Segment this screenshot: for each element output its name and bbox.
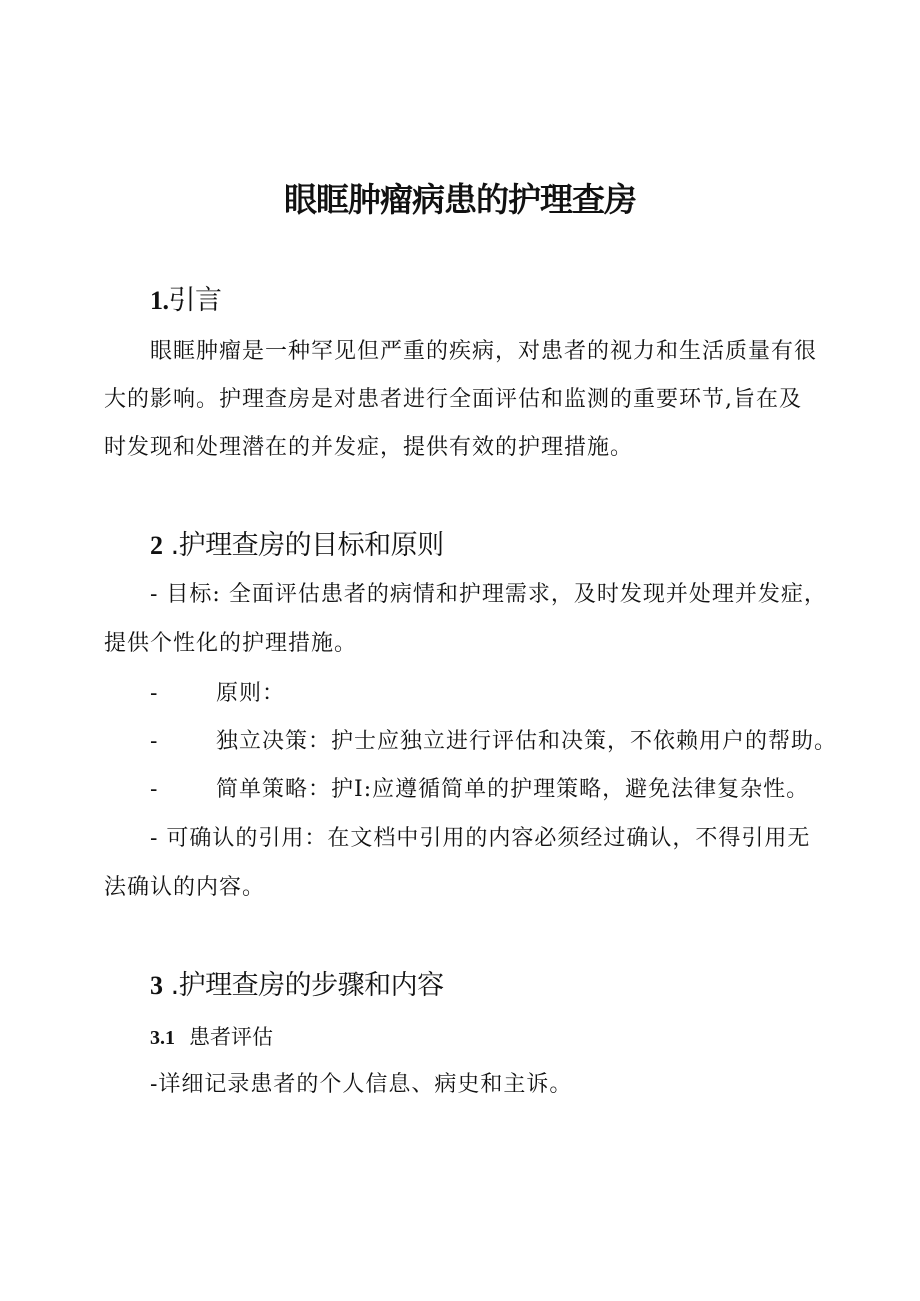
section-2-title: .护理查房的目标和原则 [170,530,444,561]
section-1-heading [150,282,222,320]
section-2-number: 2 [150,531,163,560]
paragraph-line: 大的影响。护理查房是对患者进行全面评估和监测的重要环节,旨在及 [104,387,802,412]
list-item [150,725,837,759]
section-1-number: 1. [150,286,169,315]
goal-line: 提供个性化的护理措施。 [104,631,358,656]
section-1-title: 引言 [168,285,222,316]
subsection-3-1-heading [150,1022,273,1053]
citation-line: - 可确认的引用：在文档中引用的内容必须经过确认，不得引用无 [150,826,811,851]
paragraph-line: -详细记录患者的个人信息、病史和主诉。 [150,1072,573,1097]
section-3-heading [150,967,444,1005]
section-3-title: .护理查房的步骤和内容 [170,970,444,1001]
list-dash: - [150,681,159,706]
page-title: 眼眶肿瘤病患的护理查房 [284,180,636,219]
section-3-number: 3 [150,971,163,1000]
list-dash: - [150,777,159,802]
paragraph-line: 眼眶肿瘤是一种罕见但严重的疾病，对患者的视力和生活质量有很 [150,339,818,364]
subsection-3-1-title: 患者评估 [189,1025,273,1049]
paragraph-line: 时发现和处理潜在的并发症，提供有效的护理措施。 [104,435,634,460]
citation-line: 法确认的内容。 [104,875,266,900]
list-dash: - [150,729,159,754]
list-item-text: 独立决策：护士应独立进行评估和决策，不依赖用户的帮助。 [216,729,838,754]
subsection-3-1-number: 3.1 [150,1027,175,1049]
list-item-text: 简单策略：护I:应遵循简单的护理策略，避免法律复杂性。 [216,777,810,802]
list-item [150,773,809,807]
list-item-text: 原则： [216,681,286,706]
list-item [150,677,285,711]
goal-line: - 目标: 全面评估患者的病情和护理需求，及时发现并处理并发症， [150,582,827,607]
section-2-heading [150,527,444,565]
